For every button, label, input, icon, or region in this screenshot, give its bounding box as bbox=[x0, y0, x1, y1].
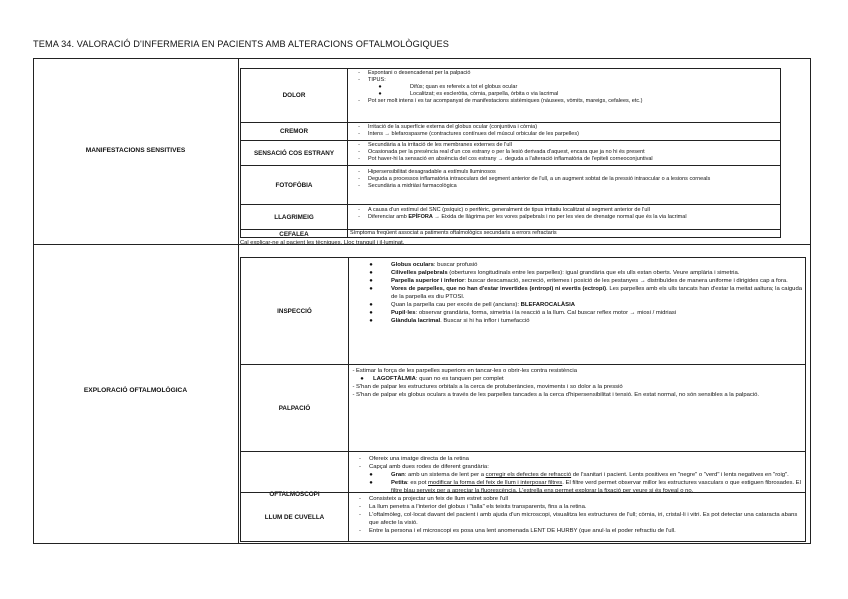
row-llum-de-cuvella: LLUM DE CUVELLA - Consisteix a projectar un feix de llum estret sobre l'ull - La llum penetra a l'interior del globus i "talla" els teixits transparents, fins a la retina. - L'oftalmòleg, col·locat davant del pacient i amb ajuda d'un microscopi, visualitza les estructures de l'ull; còrnia, iri, cristal·li i vitri. Es pot detectar una cataracta abans que afecte la visió. - Entre la persona i el microscopi es posa una lent anomenada LENT DE HURBY (que anul·la el poder refractiu de l'ull. bbox=[240, 492, 806, 542]
row-palpacio: PALPACIÓ - Estimar la força de les parpelles superiors en tancar-les o obrir-les contra resistència ● LAGOFTÀLMIA: quan no es tanquen per complet - S'han de palpar les estructures orbitals a la cerca de protuberàncies, moviments i so dolor a la pressió - S'han de palpar els globus oculars a través de les parpelles tancades a la cerca d'hipersensibilitat i tensió. En estat normal, no són sensibles a la palpació. bbox=[241, 364, 805, 451]
section-label-exploracio: EXPLORACIÓ OFTALMOLÒGICA bbox=[83, 387, 188, 394]
row-dolor: DOLOR - Espontani o desencadenat per la palpació - TIPUS: ● Difús; quan es refereix a tot el globus ocular ● Localitzat; es escleròtia, còrnia, parpella, òrbita o via lacrimal - Pot ser molt intens i es tar acompanyat de manifestacions sistèmiques (nàusees, vòmits, mareigs, cefalees, etc.) bbox=[241, 69, 780, 122]
section-divider bbox=[33, 244, 811, 245]
row-oftalmoscopi: OFTALMOSCOPI - Ofereix una imatge directa de la retina - Capçal amb dues rodes de diferent grandària: ● Gran: amb un sistema de lent per a corregir els defectes de refracció de l'sanitari i pacient. Lents positives en "negre" o "verd" i lents negatives en "roig". ● Petita: es pot modificar la forma del feix de llum i interposar filtres. El filtre verd permet observar millor les estructures vasculars o que estiguen fibrosades. El filtre blau serveix per a apreciar la fluorescència. L'estrella ens permet explorar la fixació per veure si és foveal o no. bbox=[241, 451, 805, 537]
section-label-manifestacions: MANIFESTACIONS SENSITIVES bbox=[85, 147, 186, 154]
row-cefalea: CEFALEA Símptoma freqüent associat a patiments oftalmològics secundaris a errors refractaris bbox=[241, 229, 780, 238]
row-fotofobia: FOTOFÒBIA - Hipersensibilitat desagradable a estímuls lluminosos - Deguda a processos inflamatòria intraoculars del segment anterior de l'ull, a un augment sobtat de la pressió intraocular o a lesions corneals - Secundària a midriàsi farmacològica bbox=[241, 165, 780, 204]
row-label: DOLOR bbox=[241, 69, 348, 122]
row-llagrimeig: LLAGRIMEIG - A causa d'un estímul del SNC (psíquic) o perifèric, generalment de tipus irritatiu localitzat al segment anterior de l'ull - Diferenciar amb EPÍFORA → Eixida de llàgrima per les vores palpebrals i no per les vies de drenatge normal que és la via lacrimal bbox=[241, 204, 780, 229]
row-inspeccio: INSPECCIÓ ● Globus oculars: buscar profusió ● Cilivelles palpebrals (obertures longitudinals entre les parpelles): igual grandària que els ulls estan oberts. Veure amplària i simetria. ● Parpella superior i inferior: buscar descamació, secreció, eritemes i posició de les pestanyes → distribuïdes de manera uniforme i dirigides cap a fora. ● Vores de parpelles, que no han d'estar invertides (entropi) ni evertis (ectropi). Les parpelles amb els ulls tancats han d'estar la meitat aaltura; la caiguda de la parpella es diu PTOSI. ● Quan la parpella cau per excés de pell (ancians): BLEFAROCALÀSIA ● Pupil·les: observar grandària, forma, simetria i la reacció a la llum. Cal buscar reflex motor → miosi / midriasi ● Glàndula lacrimal. Buscar si hi ha inflor i tumefacció bbox=[241, 258, 805, 364]
intro-text: Cal explicar-ne al pacient les tècniques. Lloc tranquil i il·luminat. bbox=[240, 240, 405, 246]
row-cremor: CREMOR - Irritació de la superfície externa del globus ocular (conjuntiva i còrnia) - Intens → blefarospasme (contractures contínues del múscul orbicular de les parpelles) bbox=[241, 122, 780, 140]
manifestations-table bbox=[240, 68, 781, 238]
column-divider bbox=[238, 58, 239, 544]
row-cos-estrany: SENSACIÓ COS ESTRANY - Secundària a la irritació de les membranes externes de l'ull - Ocasionada per la presència real d'un cos estrany o per la lesió derivada d'aquest, encara que ja no hi és present - Pot haver-hi la sensació en absència del cos estrany → deguda a l'alteració inflamatòria de l'epiteli corneoconjuntival bbox=[241, 140, 780, 165]
page-title: TEMA 34. VALORACIÓ D'INFERMERIA EN PACIENTS AMB ALTERACIONS OFTALMOLÒGIQUES bbox=[33, 39, 449, 49]
